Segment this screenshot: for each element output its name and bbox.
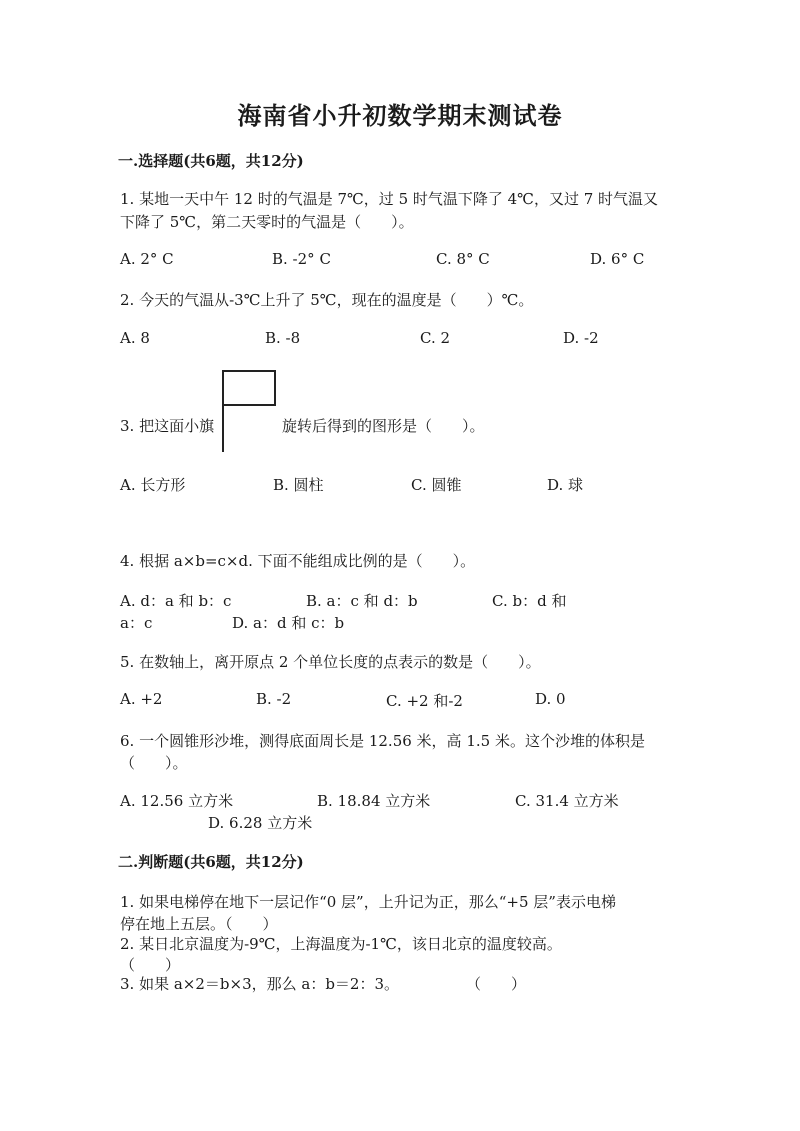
question-6-option-c: C. 31.4 立方米 bbox=[515, 792, 619, 810]
judgement-3-text: 3. 如果 a×2＝b×3，那么 a：b＝2：3。 bbox=[120, 975, 400, 993]
question-1-option-a: A. 2° C bbox=[120, 250, 174, 268]
question-5-option-c: C. +2 和-2 bbox=[386, 692, 463, 710]
judgement-3-paren: （ ） bbox=[466, 975, 527, 993]
question-2-text: 2. 今天的气温从-3℃上升了 5℃，现在的温度是（ ）℃。 bbox=[120, 291, 534, 309]
question-6-line-2: （ ）。 bbox=[120, 754, 188, 772]
question-3-text-before: 3. 把这面小旗 bbox=[120, 417, 215, 435]
judgement-2-line-2: （ ） bbox=[120, 956, 181, 974]
judgement-2-line-1: 2. 某日北京温度为-9℃，上海温度为-1℃，该日北京的温度较高。 bbox=[120, 935, 562, 953]
question-6-line-1: 6. 一个圆锥形沙堆，测得底面周长是 12.56 米，高 1.5 米。这个沙堆的体积是 bbox=[120, 732, 645, 750]
question-1-option-b: B. -2° C bbox=[272, 250, 331, 268]
question-4-option-a: A. d：a 和 b：c bbox=[120, 592, 232, 610]
page-title: 海南省小升初数学期末测试卷 bbox=[237, 101, 563, 130]
question-4-option-c-continued: a：c bbox=[120, 614, 153, 632]
question-4-text: 4. 根据 a×b=c×d. 下面不能组成比例的是（ ）。 bbox=[120, 552, 476, 570]
question-3-option-c: C. 圆锥 bbox=[411, 476, 462, 494]
question-1-line-1: 1. 某地一天中午 12 时的气温是 7℃，过 5 时气温下降了 4℃，又过 7 时气温又 bbox=[120, 190, 659, 208]
question-1-option-c: C. 8° C bbox=[436, 250, 490, 268]
question-4-option-b: B. a：c 和 d：b bbox=[306, 592, 418, 610]
judgement-1-line-1: 1. 如果电梯停在地下一层记作“0 层”，上升记为正，那么“+5 层”表示电梯 bbox=[120, 893, 616, 911]
flag-figure bbox=[222, 370, 276, 406]
question-4-option-c: C. b：d 和 bbox=[492, 592, 567, 610]
judgement-1-line-2: 停在地上五层。（ ） bbox=[120, 915, 278, 933]
section-heading-judgement: 二.判断题(共6题，共12分) bbox=[118, 853, 304, 871]
question-5-option-a: A. +2 bbox=[120, 690, 163, 708]
question-1-line-2: 下降了 5℃，第二天零时的气温是（ ）。 bbox=[120, 213, 414, 231]
question-5-option-d: D. 0 bbox=[535, 690, 566, 708]
section-heading-choice: 一.选择题(共6题，共12分) bbox=[118, 152, 304, 170]
question-5-option-b: B. -2 bbox=[256, 690, 292, 708]
question-3-option-b: B. 圆柱 bbox=[273, 476, 324, 494]
question-3-text-after: 旋转后得到的图形是（ ）。 bbox=[282, 417, 485, 435]
question-1-option-d: D. 6° C bbox=[590, 250, 645, 268]
question-4-option-d: D. a：d 和 c：b bbox=[232, 614, 345, 632]
question-3-option-d: D. 球 bbox=[547, 476, 584, 494]
question-5-text: 5. 在数轴上，离开原点 2 个单位长度的点表示的数是（ ）。 bbox=[120, 653, 541, 671]
question-6-option-b: B. 18.84 立方米 bbox=[317, 792, 431, 810]
question-3-option-a: A. 长方形 bbox=[120, 476, 186, 494]
question-2-option-d: D. -2 bbox=[563, 329, 599, 347]
question-2-option-b: B. -8 bbox=[265, 329, 301, 347]
question-2-option-a: A. 8 bbox=[120, 329, 150, 347]
question-6-option-a: A. 12.56 立方米 bbox=[120, 792, 234, 810]
question-6-option-d: D. 6.28 立方米 bbox=[208, 814, 313, 832]
question-2-option-c: C. 2 bbox=[420, 329, 451, 347]
